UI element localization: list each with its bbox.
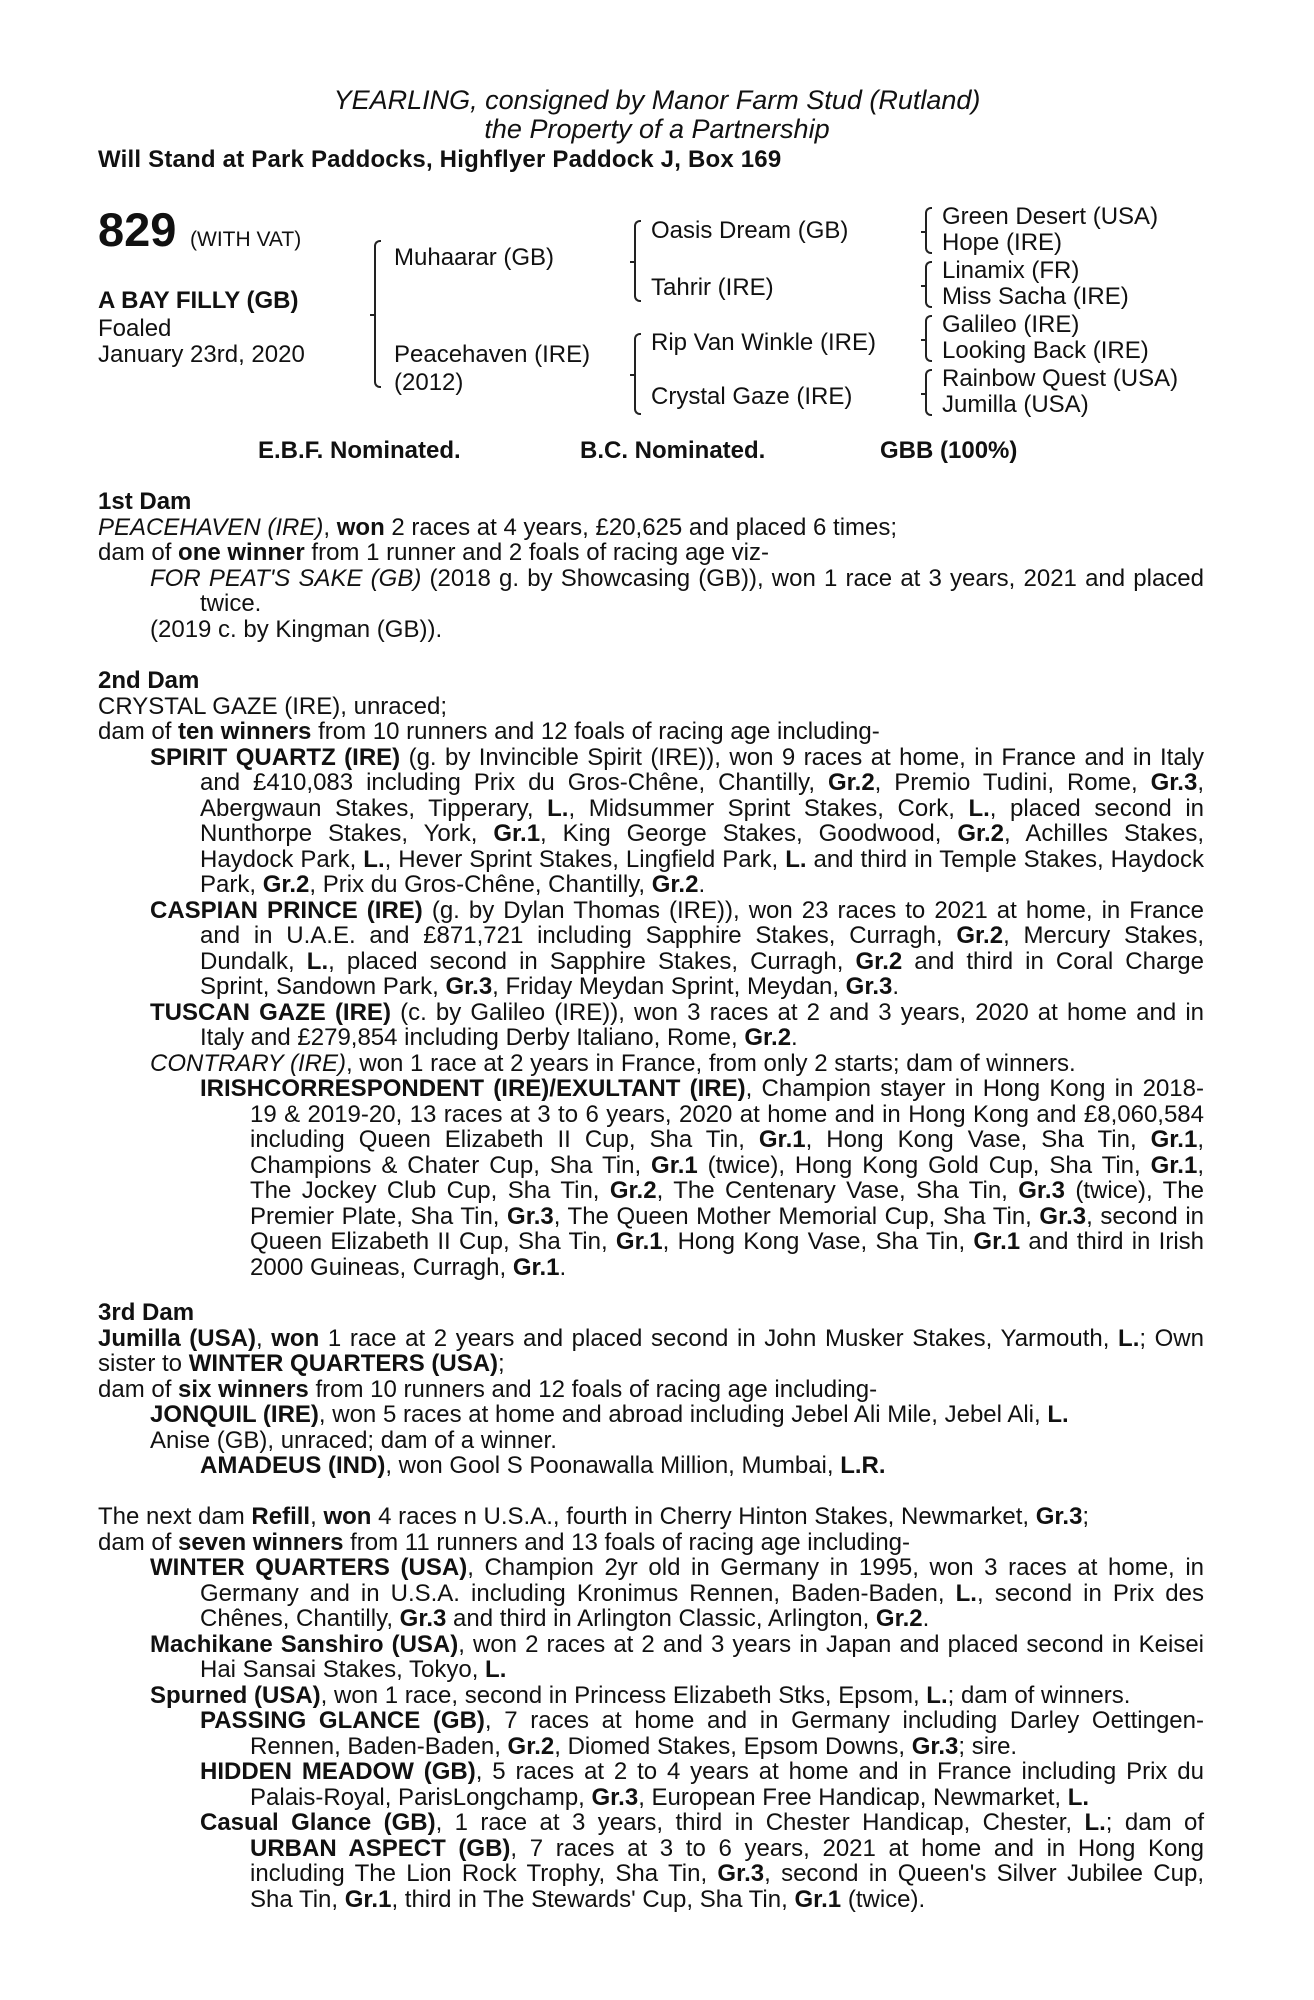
progeny-entry bbox=[98, 1683, 1204, 1709]
second-dam-line: CRYSTAL GAZE (IRE), unraced; bbox=[98, 692, 447, 720]
grade: Gr.2 bbox=[609, 1177, 657, 1204]
text: , 5 races at 2 to 4 years at home and in France including Prix du Palais-Royal, ParisLongchamp, bbox=[250, 1758, 1204, 1811]
text: ; Own sister to bbox=[98, 1324, 1204, 1377]
grade: Gr.3 bbox=[445, 973, 493, 1000]
progeny-name: WINTER QUARTERS (USA) bbox=[150, 1554, 468, 1581]
text: , won Gool S Poonawalla Million, Mumbai, bbox=[385, 1452, 841, 1479]
grade: Gr.2 bbox=[855, 947, 903, 975]
text: , second in Queen's Silver Jubilee Cup, Sha Tin, bbox=[250, 1860, 1205, 1913]
stand-location: Will Stand at Park Paddocks, Highflyer Paddock J, Box 169 bbox=[98, 146, 782, 173]
pedigree-brace-main bbox=[370, 240, 379, 388]
grade: Gr.1 bbox=[512, 1253, 560, 1281]
pedigree-dam: Peacehaven (IRE) bbox=[394, 341, 591, 368]
first-dam-line: PEACEHAVEN (IRE), won 2 races at 4 years, £20,625 and placed 6 times; bbox=[98, 513, 898, 541]
grade: L. bbox=[547, 794, 569, 822]
pedigree-sire-dam: Tahrir (IRE) bbox=[651, 274, 774, 301]
pedigree-dss: Galileo (IRE) bbox=[942, 311, 1080, 338]
third-dam-heading: 3rd Dam bbox=[98, 1299, 195, 1326]
grand-progeny-entry bbox=[98, 1453, 1204, 1479]
text: , Champion stayer in Hong Kong in 2018-19 & 2019-20, 13 races at 3 to 6 years, 2020 at home and in Hong Kong and £8,060,584 including Queen Elizabeth II Cup, Sha Tin, bbox=[250, 1075, 1204, 1153]
text: and third in Coral Charge Sprint, Sandown Park, bbox=[200, 947, 1205, 1000]
progeny-name: Machikane Sanshiro (USA) bbox=[150, 1630, 459, 1658]
winner-count: seven winners bbox=[178, 1528, 344, 1556]
text: . bbox=[791, 1024, 798, 1051]
grade: Gr.2 bbox=[744, 1024, 792, 1051]
text: and third in Temple Stakes, Haydock Park, bbox=[200, 845, 1204, 898]
won-label: won bbox=[271, 1324, 320, 1352]
third-dam-produce-line bbox=[98, 1377, 1204, 1403]
pedigree-sire: Muhaarar (GB) bbox=[394, 244, 555, 271]
third-dam-line bbox=[98, 1326, 1204, 1377]
grade: Gr.2 bbox=[827, 769, 875, 796]
progeny-entry bbox=[98, 1555, 1204, 1632]
text: from 1 runner and 2 foals of racing age viz- bbox=[304, 539, 769, 566]
text: , 7 races at home and in Germany including Darley Oettingen-Rennen, Baden-Baden, bbox=[250, 1707, 1204, 1760]
text: , bbox=[255, 1324, 272, 1352]
text: , 1 race at 3 years, third in Chester Handicap, Chester, bbox=[435, 1809, 1085, 1836]
grade: L. bbox=[1084, 1809, 1106, 1836]
text: , Diomed Stakes, Epsom Downs, bbox=[554, 1732, 912, 1760]
text: , Hever Sprint Stakes, Lingfield Park, bbox=[384, 845, 786, 873]
gbb-rating: GBB (100%) bbox=[880, 437, 1018, 464]
grade: Gr.3 bbox=[507, 1202, 554, 1230]
text: , second in Queen Elizabeth II Cup, Sha Tin, bbox=[250, 1202, 1205, 1255]
text: , placed second in Nunthorpe Stakes, York, bbox=[200, 794, 1205, 847]
winner-count: one winner bbox=[178, 539, 305, 566]
text: (g. by Dylan Thomas (IRE)), won 23 races to 2021 at home, in France and in U.A.E. and £871,721 including Sapphire Stakes, Curragh, bbox=[200, 896, 1204, 949]
pedigree-brace-ds bbox=[921, 315, 930, 362]
grade: Gr.2 bbox=[875, 1605, 923, 1632]
grand-progeny-entry bbox=[98, 1076, 1204, 1280]
grade: Gr.3 bbox=[911, 1732, 959, 1760]
dam-name: Refill bbox=[251, 1503, 311, 1530]
grade: Gr.1 bbox=[1150, 1151, 1198, 1179]
text: , Champion 2yr old in Germany in 1995, won 3 races at home, in Germany and in U.S.A. including Kronimus Rennen, Baden-Baden, bbox=[200, 1554, 1204, 1607]
grade: Gr.2 bbox=[651, 871, 699, 898]
grade: L. bbox=[1118, 1324, 1140, 1352]
grade: Gr.1 bbox=[758, 1126, 806, 1153]
text: dam of bbox=[98, 718, 179, 745]
next-dam-produce-line bbox=[98, 1530, 1204, 1556]
progeny-entry bbox=[98, 1402, 1204, 1428]
text: , won 1 race, second in Princess Elizabeth Stks, Epsom, bbox=[320, 1681, 927, 1709]
grade: L. bbox=[1047, 1401, 1069, 1428]
text: , placed second in Sapphire Stakes, Curragh, bbox=[328, 947, 856, 975]
text: (twice), The Premier Plate, Sha Tin, bbox=[250, 1177, 1204, 1230]
text: , Hong Kong Vase, Sha Tin, bbox=[805, 1126, 1151, 1153]
grade: L. bbox=[926, 1681, 948, 1709]
progeny-name: IRISHCORRESPONDENT (IRE)/EXULTANT (IRE) bbox=[200, 1075, 746, 1102]
text: . bbox=[922, 1605, 930, 1632]
progeny-name: HIDDEN MEADOW (GB) bbox=[200, 1758, 476, 1785]
progeny-name: Casual Glance (GB) bbox=[200, 1809, 436, 1836]
text: , Achilles Stakes, Haydock Park, bbox=[200, 820, 1205, 873]
pedigree-sire-sire: Oasis Dream (GB) bbox=[651, 217, 849, 244]
progeny-name: AMADEUS (IND) bbox=[200, 1452, 386, 1479]
grade: Gr.3 bbox=[1035, 1503, 1083, 1530]
text: ; bbox=[498, 1350, 505, 1377]
grand-progeny-entry bbox=[98, 1810, 1204, 1912]
next-dam-line bbox=[98, 1504, 1204, 1530]
text: ; sire. bbox=[958, 1732, 1018, 1760]
progeny-entry: (2019 c. by Kingman (GB)). bbox=[150, 615, 443, 643]
text: , second in Prix des Chênes, Chantilly, bbox=[200, 1579, 1204, 1632]
text: and third in Arlington Classic, Arlington, bbox=[446, 1605, 876, 1632]
text: 4 races n U.S.A., fourth in Cherry Hinton Stakes, Newmarket, bbox=[371, 1503, 1036, 1530]
text: , Hong Kong Vase, Sha Tin, bbox=[662, 1228, 974, 1255]
text: 1 race at 2 years and placed second in John Musker Stakes, Yarmouth, bbox=[319, 1324, 1119, 1352]
text: The next dam bbox=[98, 1503, 252, 1530]
pedigree-dds: Rainbow Quest (USA) bbox=[942, 365, 1179, 392]
pedigree-brace-dd bbox=[921, 369, 930, 416]
grade: Gr.3 bbox=[1018, 1177, 1065, 1204]
won-label: won bbox=[323, 1503, 372, 1530]
progeny-entry bbox=[98, 745, 1204, 898]
pedigree-dsd: Looking Back (IRE) bbox=[942, 337, 1149, 364]
lot-number: 829 bbox=[98, 203, 177, 256]
text: , Premio Tudini, Rome, bbox=[874, 769, 1151, 796]
text: , Prix du Gros-Chêne, Chantilly, bbox=[309, 871, 652, 898]
second-dam-heading: 2nd Dam bbox=[98, 667, 200, 694]
pedigree-ddd: Jumilla (USA) bbox=[942, 391, 1089, 418]
text: . bbox=[698, 871, 706, 898]
text: , won 2 races at 2 and 3 years in Japan and placed second in Keisei Hai Sansai Stakes, Tokyo, bbox=[200, 1630, 1205, 1683]
consignment-line: YEARLING, consigned by Manor Farm Stud (Rutland) bbox=[333, 85, 981, 115]
third-dam-section bbox=[98, 1300, 1204, 1479]
text: , Champions & Chater Cup, Sha Tin, bbox=[250, 1126, 1204, 1179]
progeny-name: Spurned (USA) bbox=[150, 1681, 321, 1709]
pedigree-brace-sire bbox=[630, 220, 639, 302]
text: , The Queen Mother Memorial Cup, Sha Tin, bbox=[553, 1202, 1040, 1230]
grade: Gr.1 bbox=[794, 1885, 842, 1913]
text: ; dam of bbox=[1105, 1809, 1205, 1836]
foaled-date: January 23rd, 2020 bbox=[98, 341, 305, 368]
vat-note: (WITH VAT) bbox=[190, 228, 302, 251]
second-dam-produce-line bbox=[98, 719, 1204, 745]
progeny-entry bbox=[98, 898, 1204, 1000]
grade: Gr.2 bbox=[507, 1732, 555, 1760]
pedigree-dam-year: (2012) bbox=[394, 369, 464, 396]
text: , won 5 races at home and abroad including Jebel Ali Mile, Jebel Ali, bbox=[318, 1401, 1048, 1428]
grade: Gr.3 bbox=[1039, 1202, 1087, 1230]
dam-name: PEACEHAVEN (IRE) bbox=[98, 513, 324, 541]
text: , third in The Stewards' Cup, Sha Tin, bbox=[391, 1885, 795, 1913]
text: . bbox=[559, 1253, 567, 1281]
text: , Abergwaun Stakes, Tipperary, bbox=[200, 769, 1204, 822]
progeny-name: FOR PEAT'S SAKE (GB) bbox=[150, 564, 422, 592]
pedigree-sdd: Miss Sacha (IRE) bbox=[942, 283, 1129, 310]
grade: Gr.3 bbox=[399, 1605, 447, 1632]
text: , The Centenary Vase, Sha Tin, bbox=[656, 1177, 1019, 1204]
progeny-entry bbox=[98, 1051, 1204, 1077]
sibling-name: WINTER QUARTERS (USA) bbox=[188, 1350, 499, 1377]
grade: Gr.3 bbox=[717, 1860, 765, 1887]
text: dam of bbox=[98, 1528, 179, 1556]
first-dam-produce-line bbox=[98, 540, 1204, 566]
progeny-name: SPIRIT QUARTZ (IRE) bbox=[150, 743, 401, 771]
grade: Gr.1 bbox=[1150, 1126, 1198, 1153]
bc-nominated: B.C. Nominated. bbox=[580, 437, 766, 464]
grade: L. bbox=[955, 1579, 977, 1607]
dam-name: Jumilla (USA) bbox=[98, 1324, 256, 1352]
text: (twice). bbox=[841, 1885, 926, 1913]
text: from 10 runners and 12 foals of racing age including- bbox=[308, 1375, 878, 1403]
grade: L. bbox=[306, 947, 329, 975]
text: (twice), Hong Kong Gold Cup, Sha Tin, bbox=[697, 1151, 1151, 1179]
grade: L. bbox=[485, 1656, 507, 1683]
ownership-line: the Property of a Partnership bbox=[484, 114, 830, 144]
winner-count: ten winners bbox=[178, 718, 312, 745]
text: , Friday Meydan Sprint, Meydan, bbox=[492, 973, 846, 1000]
progeny-name: URBAN ASPECT (GB) bbox=[250, 1834, 511, 1862]
pedigree-ssd: Hope (IRE) bbox=[942, 229, 1063, 256]
grade: L.R. bbox=[840, 1452, 886, 1479]
grade: Gr.2 bbox=[957, 820, 1005, 847]
grade: Gr.3 bbox=[845, 973, 893, 1000]
text: , European Free Handicap, Newmarket, bbox=[638, 1783, 1068, 1811]
foaled-label: Foaled bbox=[98, 315, 172, 342]
text: . bbox=[892, 973, 900, 1000]
grade: L. bbox=[363, 845, 385, 873]
second-dam-section bbox=[98, 668, 1204, 1280]
pedigree-sss: Green Desert (USA) bbox=[942, 203, 1159, 230]
pedigree-sds: Linamix (FR) bbox=[942, 257, 1080, 284]
text: , Mercury Stakes, Dundalk, bbox=[200, 922, 1204, 975]
pedigree-brace-ss bbox=[921, 207, 930, 254]
text: (c. by Galileo (IRE)), won 3 races at 2 and 3 years, 2020 at home and in Italy and £279,854 including Derby Italiano, Rome, bbox=[200, 998, 1204, 1051]
text: ; dam of winners. bbox=[947, 1681, 1131, 1709]
grand-progeny-entry bbox=[98, 1708, 1204, 1759]
grade: L. bbox=[1067, 1783, 1090, 1811]
progeny-name: CONTRARY (IRE) bbox=[150, 1049, 347, 1077]
ebf-nominated: E.B.F. Nominated. bbox=[258, 437, 461, 464]
text: ; bbox=[1082, 1503, 1090, 1530]
grade: Gr.1 bbox=[973, 1228, 1021, 1255]
progeny-name: CASPIAN PRINCE (IRE) bbox=[150, 896, 423, 924]
grade: Gr.2 bbox=[262, 871, 310, 898]
grade: L. bbox=[785, 845, 807, 873]
first-dam-heading: 1st Dam bbox=[98, 488, 192, 515]
won-label: won bbox=[336, 513, 385, 541]
text: , 7 races at 3 to 6 years, 2021 at home and in Hong Kong including The Lion Rock Trophy, Sha Tin, bbox=[250, 1834, 1204, 1887]
pedigree-brace-sd bbox=[921, 261, 930, 308]
text: , King George Stakes, Goodwood, bbox=[540, 820, 958, 847]
grade: Gr.1 bbox=[344, 1885, 392, 1913]
text: , bbox=[310, 1503, 324, 1530]
progeny-name: JONQUIL (IRE) bbox=[150, 1401, 319, 1428]
progeny-entry bbox=[98, 1000, 1204, 1051]
text: from 10 runners and 12 foals of racing age including- bbox=[311, 718, 880, 745]
pedigree-dam-sire: Rip Van Winkle (IRE) bbox=[651, 329, 876, 356]
grade: Gr.3 bbox=[1150, 769, 1198, 796]
dam-record: 2 races at 4 years, £20,625 and placed 6 times; bbox=[384, 513, 898, 541]
text: from 11 runners and 13 foals of racing age including- bbox=[343, 1528, 911, 1556]
grand-progeny-entry bbox=[98, 1759, 1204, 1810]
grade: Gr.1 bbox=[615, 1228, 663, 1255]
progeny-record: (2018 g. by Showcasing (GB)), won 1 race at 3 years, 2021 and placed twice. bbox=[200, 564, 1204, 617]
grade: Gr.3 bbox=[591, 1783, 639, 1811]
progeny-entry bbox=[98, 1632, 1204, 1683]
progeny-entry: Anise (GB), unraced; dam of a winner. bbox=[150, 1426, 557, 1454]
text: (g. by Invincible Spirit (IRE)), won 9 races at home, in France and in Italy and £410,083 including Prix du Gros-Chêne, Chantilly, bbox=[200, 743, 1205, 796]
next-dam-section bbox=[98, 1504, 1204, 1912]
pedigree-dam-dam: Crystal Gaze (IRE) bbox=[651, 383, 853, 410]
text: dam of bbox=[98, 1375, 179, 1403]
first-dam-section bbox=[98, 489, 1204, 642]
text: , won 1 race at 2 years in France, from only 2 starts; dam of winners. bbox=[346, 1049, 1076, 1077]
winner-count: six winners bbox=[178, 1375, 309, 1403]
progeny-entry bbox=[98, 566, 1204, 617]
grade: Gr.1 bbox=[651, 1151, 698, 1179]
grade: Gr.1 bbox=[493, 820, 541, 847]
lot-title: A BAY FILLY (GB) bbox=[98, 287, 299, 314]
text: dam of bbox=[98, 539, 179, 566]
progeny-name: TUSCAN GAZE (IRE) bbox=[150, 998, 391, 1026]
grade: L. bbox=[968, 794, 990, 822]
text: , Midsummer Sprint Stakes, Cork, bbox=[568, 794, 969, 822]
progeny-name: PASSING GLANCE (GB) bbox=[200, 1707, 485, 1734]
text: and third in Irish 2000 Guineas, Curragh, bbox=[250, 1228, 1204, 1281]
grade: Gr.2 bbox=[956, 922, 1004, 949]
pedigree-brace-dam bbox=[630, 333, 639, 415]
text: , The Jockey Club Cup, Sha Tin, bbox=[250, 1151, 1204, 1204]
